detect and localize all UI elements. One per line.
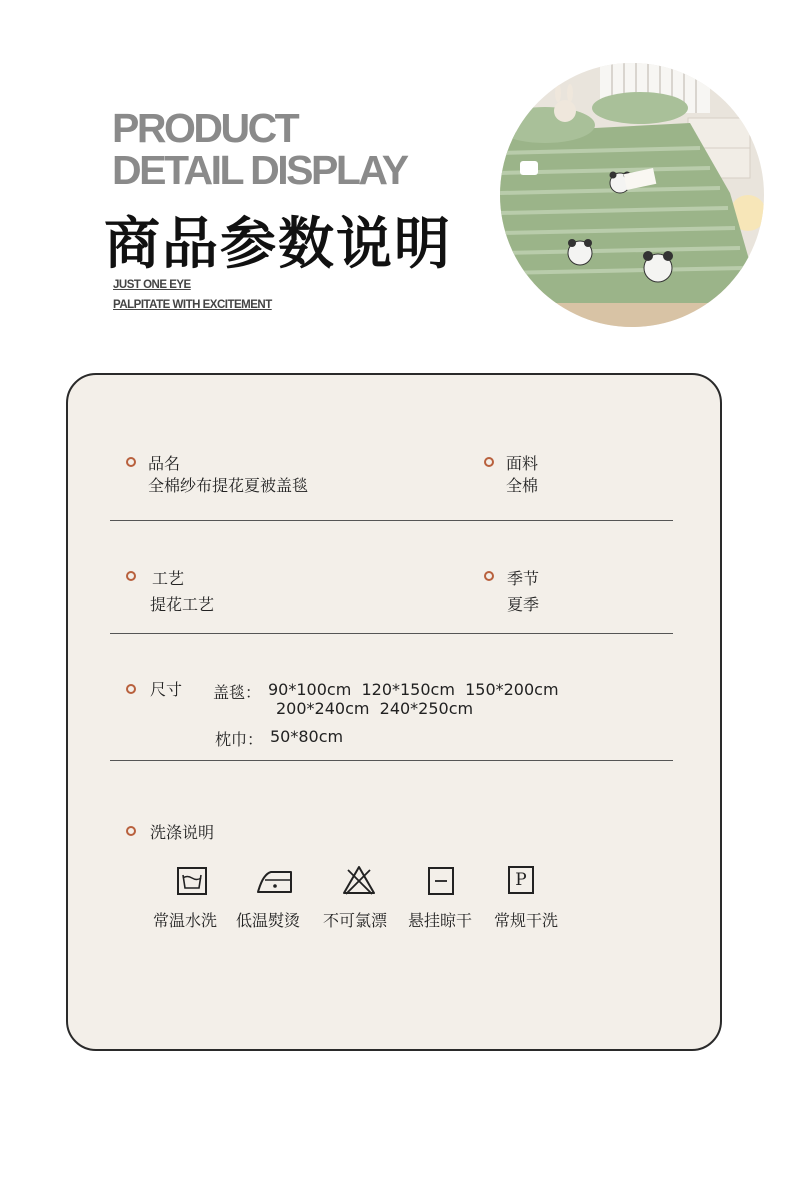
blanket-size-prefix: 盖毯： bbox=[213, 683, 262, 702]
no-bleach-icon bbox=[341, 864, 377, 896]
english-title-line2: DETAIL DISPLAY bbox=[112, 147, 407, 193]
english-title-line1: PRODUCT bbox=[112, 105, 298, 151]
wash-label: 常规干洗 bbox=[494, 911, 559, 930]
blanket-sizes-line1: 90*100cm 120*150cm 150*200cm bbox=[268, 680, 559, 699]
wash-basin-icon bbox=[176, 866, 208, 896]
blanket-sizes-line2: 200*240cm 240*250cm bbox=[276, 699, 474, 718]
divider bbox=[110, 633, 673, 634]
tagline-line2: PALPITATE WITH EXCITEMENT bbox=[113, 299, 272, 311]
bullet-icon bbox=[126, 457, 136, 467]
season-label: 季节 bbox=[507, 569, 540, 588]
size-label: 尺寸 bbox=[150, 680, 183, 699]
tagline-line1: JUST ONE EYE bbox=[113, 279, 191, 291]
divider bbox=[110, 520, 673, 521]
wash-label: 悬挂晾干 bbox=[408, 911, 473, 930]
bullet-icon bbox=[126, 826, 136, 836]
wash-label: 常温水洗 bbox=[153, 911, 218, 930]
dry-clean-icon: P bbox=[508, 866, 534, 894]
bullet-icon bbox=[126, 684, 136, 694]
hang-dry-icon bbox=[427, 866, 455, 896]
bullet-icon bbox=[484, 457, 494, 467]
product-name-label: 品名 bbox=[148, 454, 181, 473]
divider bbox=[110, 760, 673, 761]
fabric-value: 全棉 bbox=[506, 476, 539, 495]
wash-label: 不可氯漂 bbox=[323, 911, 388, 930]
season-value: 夏季 bbox=[507, 595, 540, 614]
wash-instructions-label: 洗涤说明 bbox=[150, 823, 215, 842]
product-photo bbox=[500, 63, 764, 327]
craft-label: 工艺 bbox=[152, 569, 185, 588]
bullet-icon bbox=[484, 571, 494, 581]
iron-icon bbox=[255, 868, 293, 896]
page-title: 商品参数说明 bbox=[104, 212, 452, 277]
fabric-label: 面料 bbox=[506, 454, 539, 473]
wash-label: 低温熨烫 bbox=[236, 911, 301, 930]
pillow-size-value: 50*80cm bbox=[270, 727, 344, 746]
bullet-icon bbox=[126, 571, 136, 581]
product-name-value: 全棉纱布提花夏被盖毯 bbox=[148, 476, 309, 495]
pillow-size-prefix: 枕巾： bbox=[215, 730, 264, 749]
craft-value: 提花工艺 bbox=[150, 595, 215, 614]
